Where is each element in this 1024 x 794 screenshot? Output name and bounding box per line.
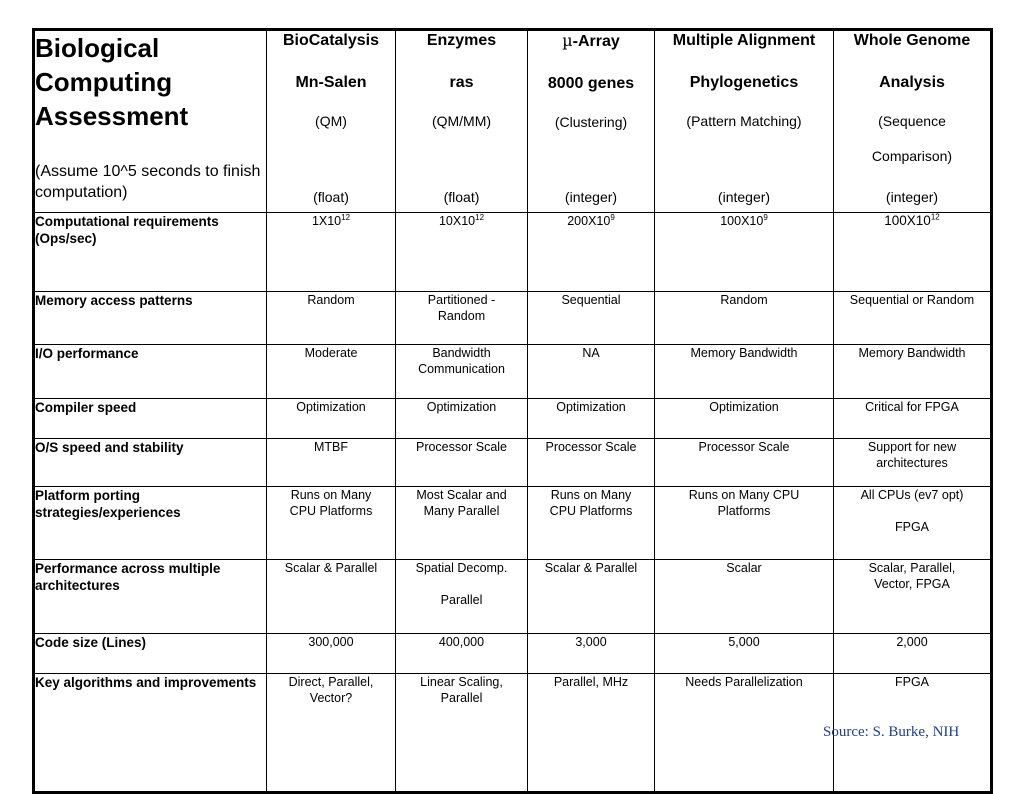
table-cell	[267, 674, 396, 793]
table-cell	[655, 439, 834, 487]
cell-line: FPGA	[894, 675, 930, 689]
table-cell	[655, 560, 834, 634]
table-cell	[834, 345, 992, 399]
column-subject: Analysis	[879, 74, 945, 91]
cell-line: Optimization	[296, 400, 366, 414]
cell-line: 3,000	[575, 635, 607, 649]
column-method-continued: Comparison)	[871, 148, 953, 164]
ops-base: 100X10	[884, 213, 931, 228]
cell-line: Parallel, MHz	[553, 675, 629, 689]
table-row	[34, 292, 992, 345]
table-cell	[528, 487, 655, 560]
cell-line: Linear Scaling,	[420, 675, 503, 689]
cell-line: Partitioned -	[427, 293, 496, 307]
table-cell	[396, 345, 528, 399]
cell-line: architectures	[876, 456, 948, 470]
cell-line: Communication	[418, 362, 505, 376]
column-subject: Phylogenetics	[689, 74, 799, 91]
column-name: Enzymes	[426, 32, 497, 49]
mu-symbol: µ	[562, 31, 573, 50]
cell-line: Memory Bandwidth	[858, 346, 966, 360]
table-cell	[655, 213, 834, 292]
ops-exponent: 12	[475, 212, 485, 222]
column-method: (Sequence	[878, 113, 946, 129]
table-cell	[834, 634, 992, 674]
cell-line: Random	[437, 309, 486, 323]
table-cell	[267, 213, 396, 292]
column-method: (QM)	[315, 113, 347, 129]
cell-line: Sequential or Random	[849, 293, 975, 307]
table-cell	[655, 634, 834, 674]
table-row	[34, 634, 992, 674]
column-header-multiple-alignment	[655, 30, 834, 213]
cell-line: Optimization	[426, 400, 497, 414]
column-data-type: (integer)	[564, 189, 618, 205]
table-cell	[267, 345, 396, 399]
column-name: Whole Genome	[853, 32, 971, 49]
table-cell	[655, 345, 834, 399]
row-label: Memory access patterns	[34, 292, 267, 345]
row-label: Key algorithms and improvements	[34, 674, 267, 793]
table-row	[34, 213, 992, 292]
table-cell	[834, 292, 992, 345]
table-cell	[528, 213, 655, 292]
cell-line: Runs on Many	[290, 488, 372, 502]
cell-line: Many Parallel	[423, 504, 500, 518]
table-row	[34, 487, 992, 560]
row-label: Code size (Lines)	[34, 634, 267, 674]
column-data-type: (float)	[443, 189, 480, 205]
ops-exponent: 12	[930, 212, 940, 222]
cell-line: Direct, Parallel,	[288, 675, 374, 689]
cell-spacer	[834, 503, 990, 519]
table-cell	[834, 213, 992, 292]
cell-line: Parallel	[440, 691, 483, 705]
table-cell	[396, 399, 528, 439]
table-cell	[528, 560, 655, 634]
column-name-text: -Array	[572, 33, 620, 50]
cell-line: Bandwidth	[432, 346, 491, 360]
cell-line: Critical for FPGA	[865, 400, 959, 414]
table-cell	[528, 439, 655, 487]
cell-line: Optimization	[556, 400, 626, 414]
column-subject: Mn-Salen	[295, 74, 367, 91]
cell-line: Support for new	[867, 440, 957, 454]
column-header-biocatalysis	[267, 30, 396, 213]
cell-line: Processor Scale	[545, 440, 637, 454]
table-cell	[834, 487, 992, 560]
cell-line: Spatial Decomp.	[415, 561, 508, 575]
row-label: I/O performance	[34, 345, 267, 399]
column-header-microarray	[528, 30, 655, 213]
cell-line: Parallel	[440, 593, 483, 607]
table-row	[34, 439, 992, 487]
cell-line: Scalar, Parallel,	[868, 561, 956, 575]
table-cell	[528, 634, 655, 674]
source-credit: Source: S. Burke, NIH	[823, 724, 960, 740]
table-cell	[267, 292, 396, 345]
cell-line: CPU Platforms	[289, 504, 373, 518]
cell-line: NA	[582, 346, 600, 360]
table-cell	[655, 292, 834, 345]
ops-base: 200X10	[567, 214, 611, 228]
cell-line: Memory Bandwidth	[690, 346, 798, 360]
column-subject: ras	[449, 74, 474, 91]
ops-exponent: 9	[610, 212, 615, 222]
row-label: Compiler speed	[34, 399, 267, 439]
table-cell	[267, 439, 396, 487]
ops-exponent: 9	[763, 212, 768, 222]
column-name: Multiple Alignment	[672, 32, 816, 49]
title-cell	[34, 30, 267, 213]
ops-base: 100X10	[720, 214, 764, 228]
table-cell	[834, 399, 992, 439]
cell-line: MTBF	[313, 440, 349, 454]
table-row	[34, 345, 992, 399]
column-name	[528, 31, 654, 52]
cell-line: Vector, FPGA	[874, 577, 950, 591]
table-cell	[396, 674, 528, 793]
cell-line: Runs on Many CPU	[688, 488, 800, 502]
ops-base: 10X10	[438, 214, 476, 228]
cell-line: 300,000	[308, 635, 354, 649]
table-cell	[396, 292, 528, 345]
assumption-note: (Assume 10^5 seconds to finish computation)	[35, 163, 261, 201]
table-cell	[834, 439, 992, 487]
column-method: (QM/MM)	[431, 113, 492, 129]
cell-line: Most Scalar and	[416, 488, 507, 502]
cell-line: 400,000	[438, 635, 485, 649]
cell-line: CPU Platforms	[549, 504, 633, 518]
table-cell	[396, 487, 528, 560]
column-header-whole-genome	[834, 30, 992, 213]
table-cell	[396, 634, 528, 674]
cell-line: All CPUs (ev7 opt)	[860, 488, 964, 502]
column-data-type: (integer)	[717, 189, 771, 205]
cell-line: Vector?	[309, 691, 353, 705]
table-title	[35, 31, 266, 133]
column-method: (Clustering)	[554, 114, 628, 130]
cell-line: 5,000	[728, 635, 760, 649]
cell-line: Scalar & Parallel	[544, 561, 638, 575]
cell-line: Scalar & Parallel	[284, 561, 378, 575]
ops-base: 1X10	[311, 214, 342, 228]
table-cell	[396, 439, 528, 487]
ops-exponent: 12	[341, 212, 351, 222]
table-cell	[655, 399, 834, 439]
cell-line: Platforms	[717, 504, 771, 518]
cell-line: Optimization	[709, 400, 779, 414]
table-cell	[267, 560, 396, 634]
table-cell	[528, 674, 655, 793]
table-row	[34, 399, 992, 439]
cell-line: Runs on Many	[550, 488, 632, 502]
cell-line: Processor Scale	[698, 440, 790, 454]
column-name: BioCatalysis	[282, 32, 380, 49]
row-label: Performance across multiple architectures	[34, 560, 267, 634]
title-line: Computing	[35, 67, 173, 97]
cell-line: Needs Parallelization	[685, 675, 803, 689]
table-row	[34, 560, 992, 634]
cell-line: Sequential	[561, 293, 621, 307]
column-subject: 8000 genes	[547, 75, 635, 92]
cell-line: 2,000	[896, 635, 928, 649]
row-label: Computational requirements (Ops/sec)	[34, 213, 267, 292]
table-cell	[528, 399, 655, 439]
column-data-type: (integer)	[885, 189, 939, 205]
title-line: Assessment	[35, 101, 189, 131]
column-method: (Pattern Matching)	[686, 113, 802, 129]
row-label: O/S speed and stability	[34, 439, 267, 487]
cell-spacer	[396, 576, 527, 592]
table-cell	[655, 674, 834, 793]
cell-line: Moderate	[304, 346, 358, 360]
table-cell	[396, 213, 528, 292]
column-header-enzymes	[396, 30, 528, 213]
table-cell	[396, 560, 528, 634]
cell-line: Random	[307, 293, 355, 307]
cell-line: Random	[720, 293, 768, 307]
table-cell	[834, 560, 992, 634]
column-data-type: (float)	[313, 189, 349, 205]
cell-line: FPGA	[894, 520, 930, 534]
table-cell	[267, 634, 396, 674]
assessment-table	[32, 28, 993, 794]
cell-line: Scalar	[726, 561, 762, 575]
row-label: Platform porting strategies/experiences	[34, 487, 267, 560]
cell-line: Processor Scale	[415, 440, 507, 454]
table-cell	[267, 487, 396, 560]
table-cell	[528, 292, 655, 345]
header-row	[34, 30, 992, 213]
table-cell	[267, 399, 396, 439]
table-cell	[528, 345, 655, 399]
table-cell	[655, 487, 834, 560]
title-line: Biological	[35, 33, 160, 63]
